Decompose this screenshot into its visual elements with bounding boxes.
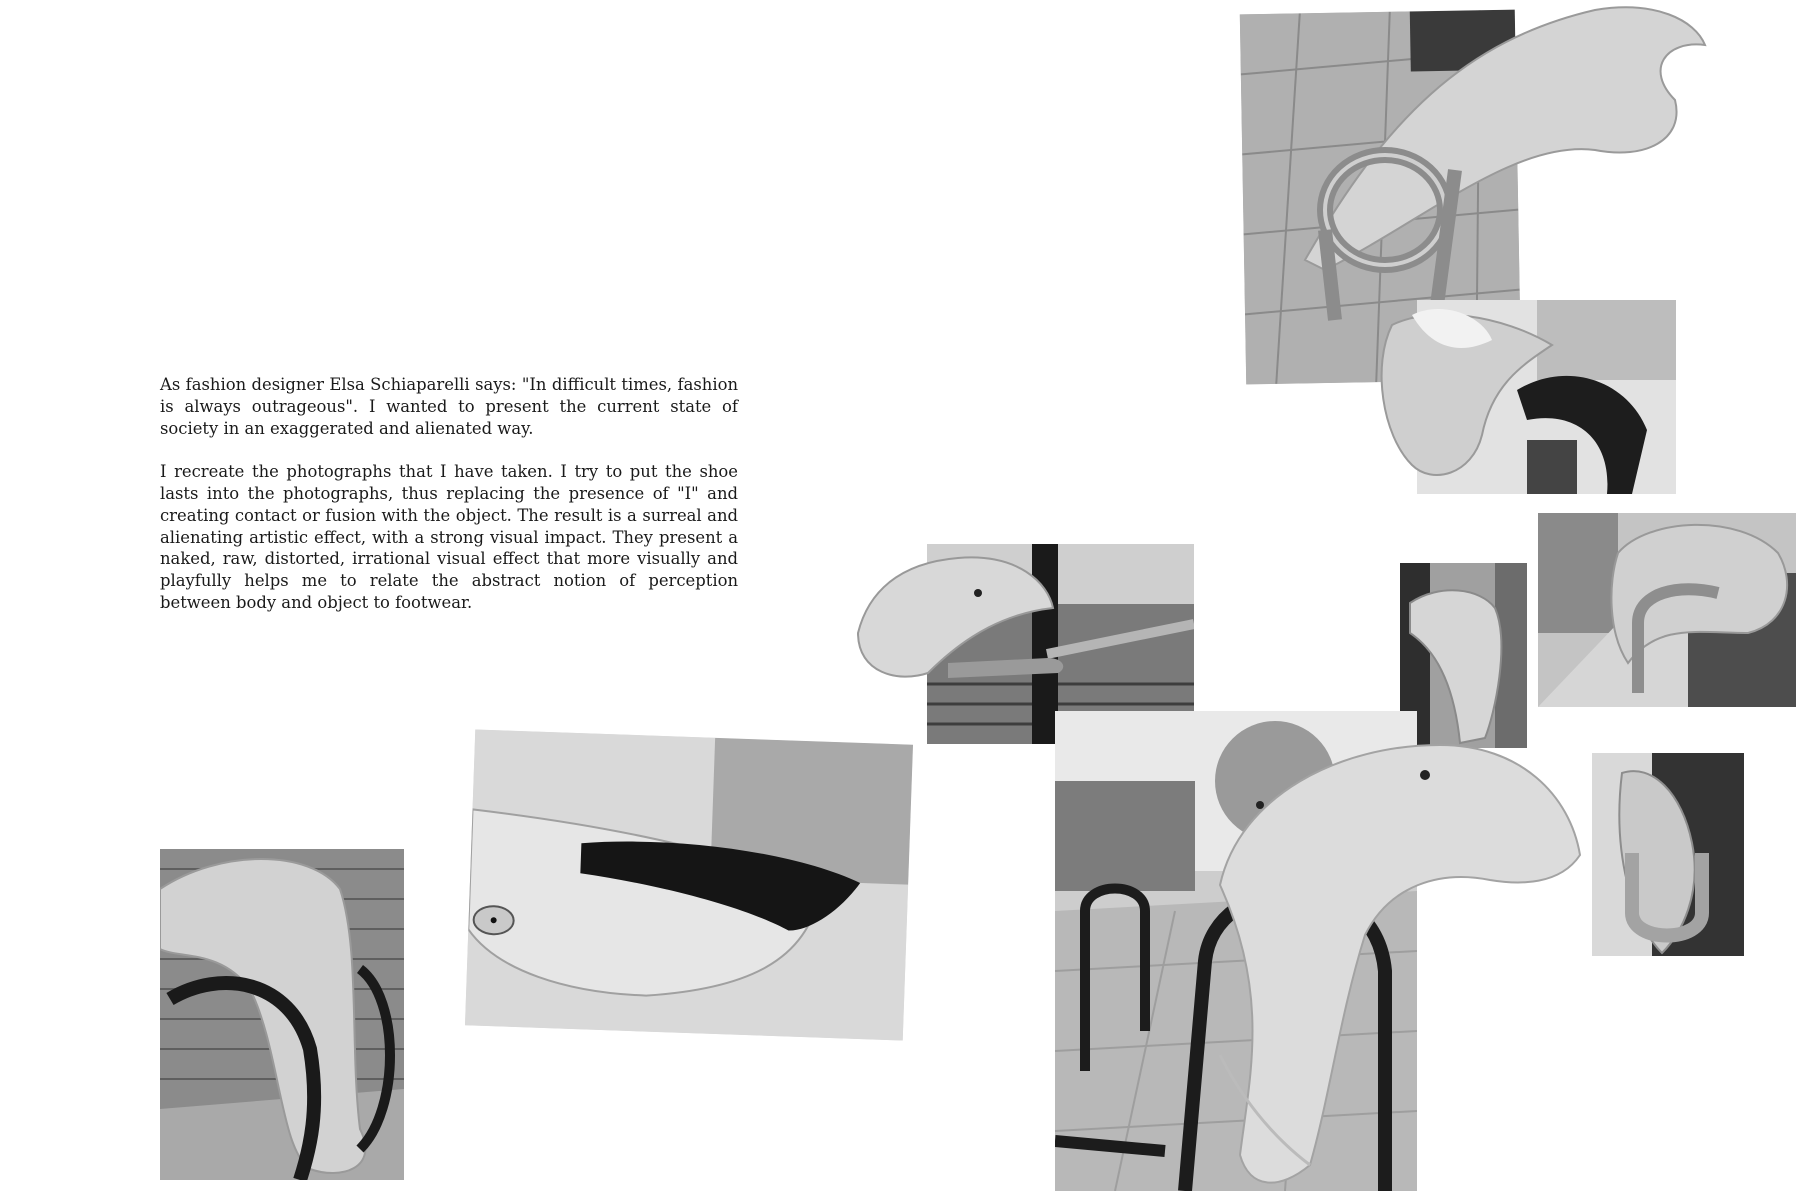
intro-text bbox=[160, 374, 738, 614]
photo-doorframe bbox=[1400, 563, 1527, 748]
photo-brick-wall bbox=[160, 849, 404, 1180]
shoe-last-top bbox=[1265, 0, 1705, 300]
paragraph-2: I recreate the photographs that I have taken. I try to put the shoe lasts into the photographs, thus replacing the presence of "I" and creating contact or fusion with the object. The result is a surreal and alienating artistic effect, with a strong visual impact. They present a naked, raw, distorted, irrational visual effect that more visually and playfully helps me to relate the abstract notion of perception between body and object to footwear. bbox=[160, 462, 738, 612]
photo-street-hoop bbox=[1538, 513, 1796, 707]
photo-dark-rail-tilted bbox=[465, 729, 913, 1040]
shoe-last-large bbox=[1140, 735, 1580, 1190]
paragraph-1: As fashion designer Elsa Schiaparelli says: "In difficult times, fashion is always outrageous". I wanted to present the current state of society in an exaggerated and alienated way. bbox=[160, 375, 738, 438]
shoe-last-steps bbox=[848, 553, 1088, 683]
shoe-last-hand bbox=[1372, 305, 1622, 485]
photo-u-bracket bbox=[1592, 753, 1744, 956]
